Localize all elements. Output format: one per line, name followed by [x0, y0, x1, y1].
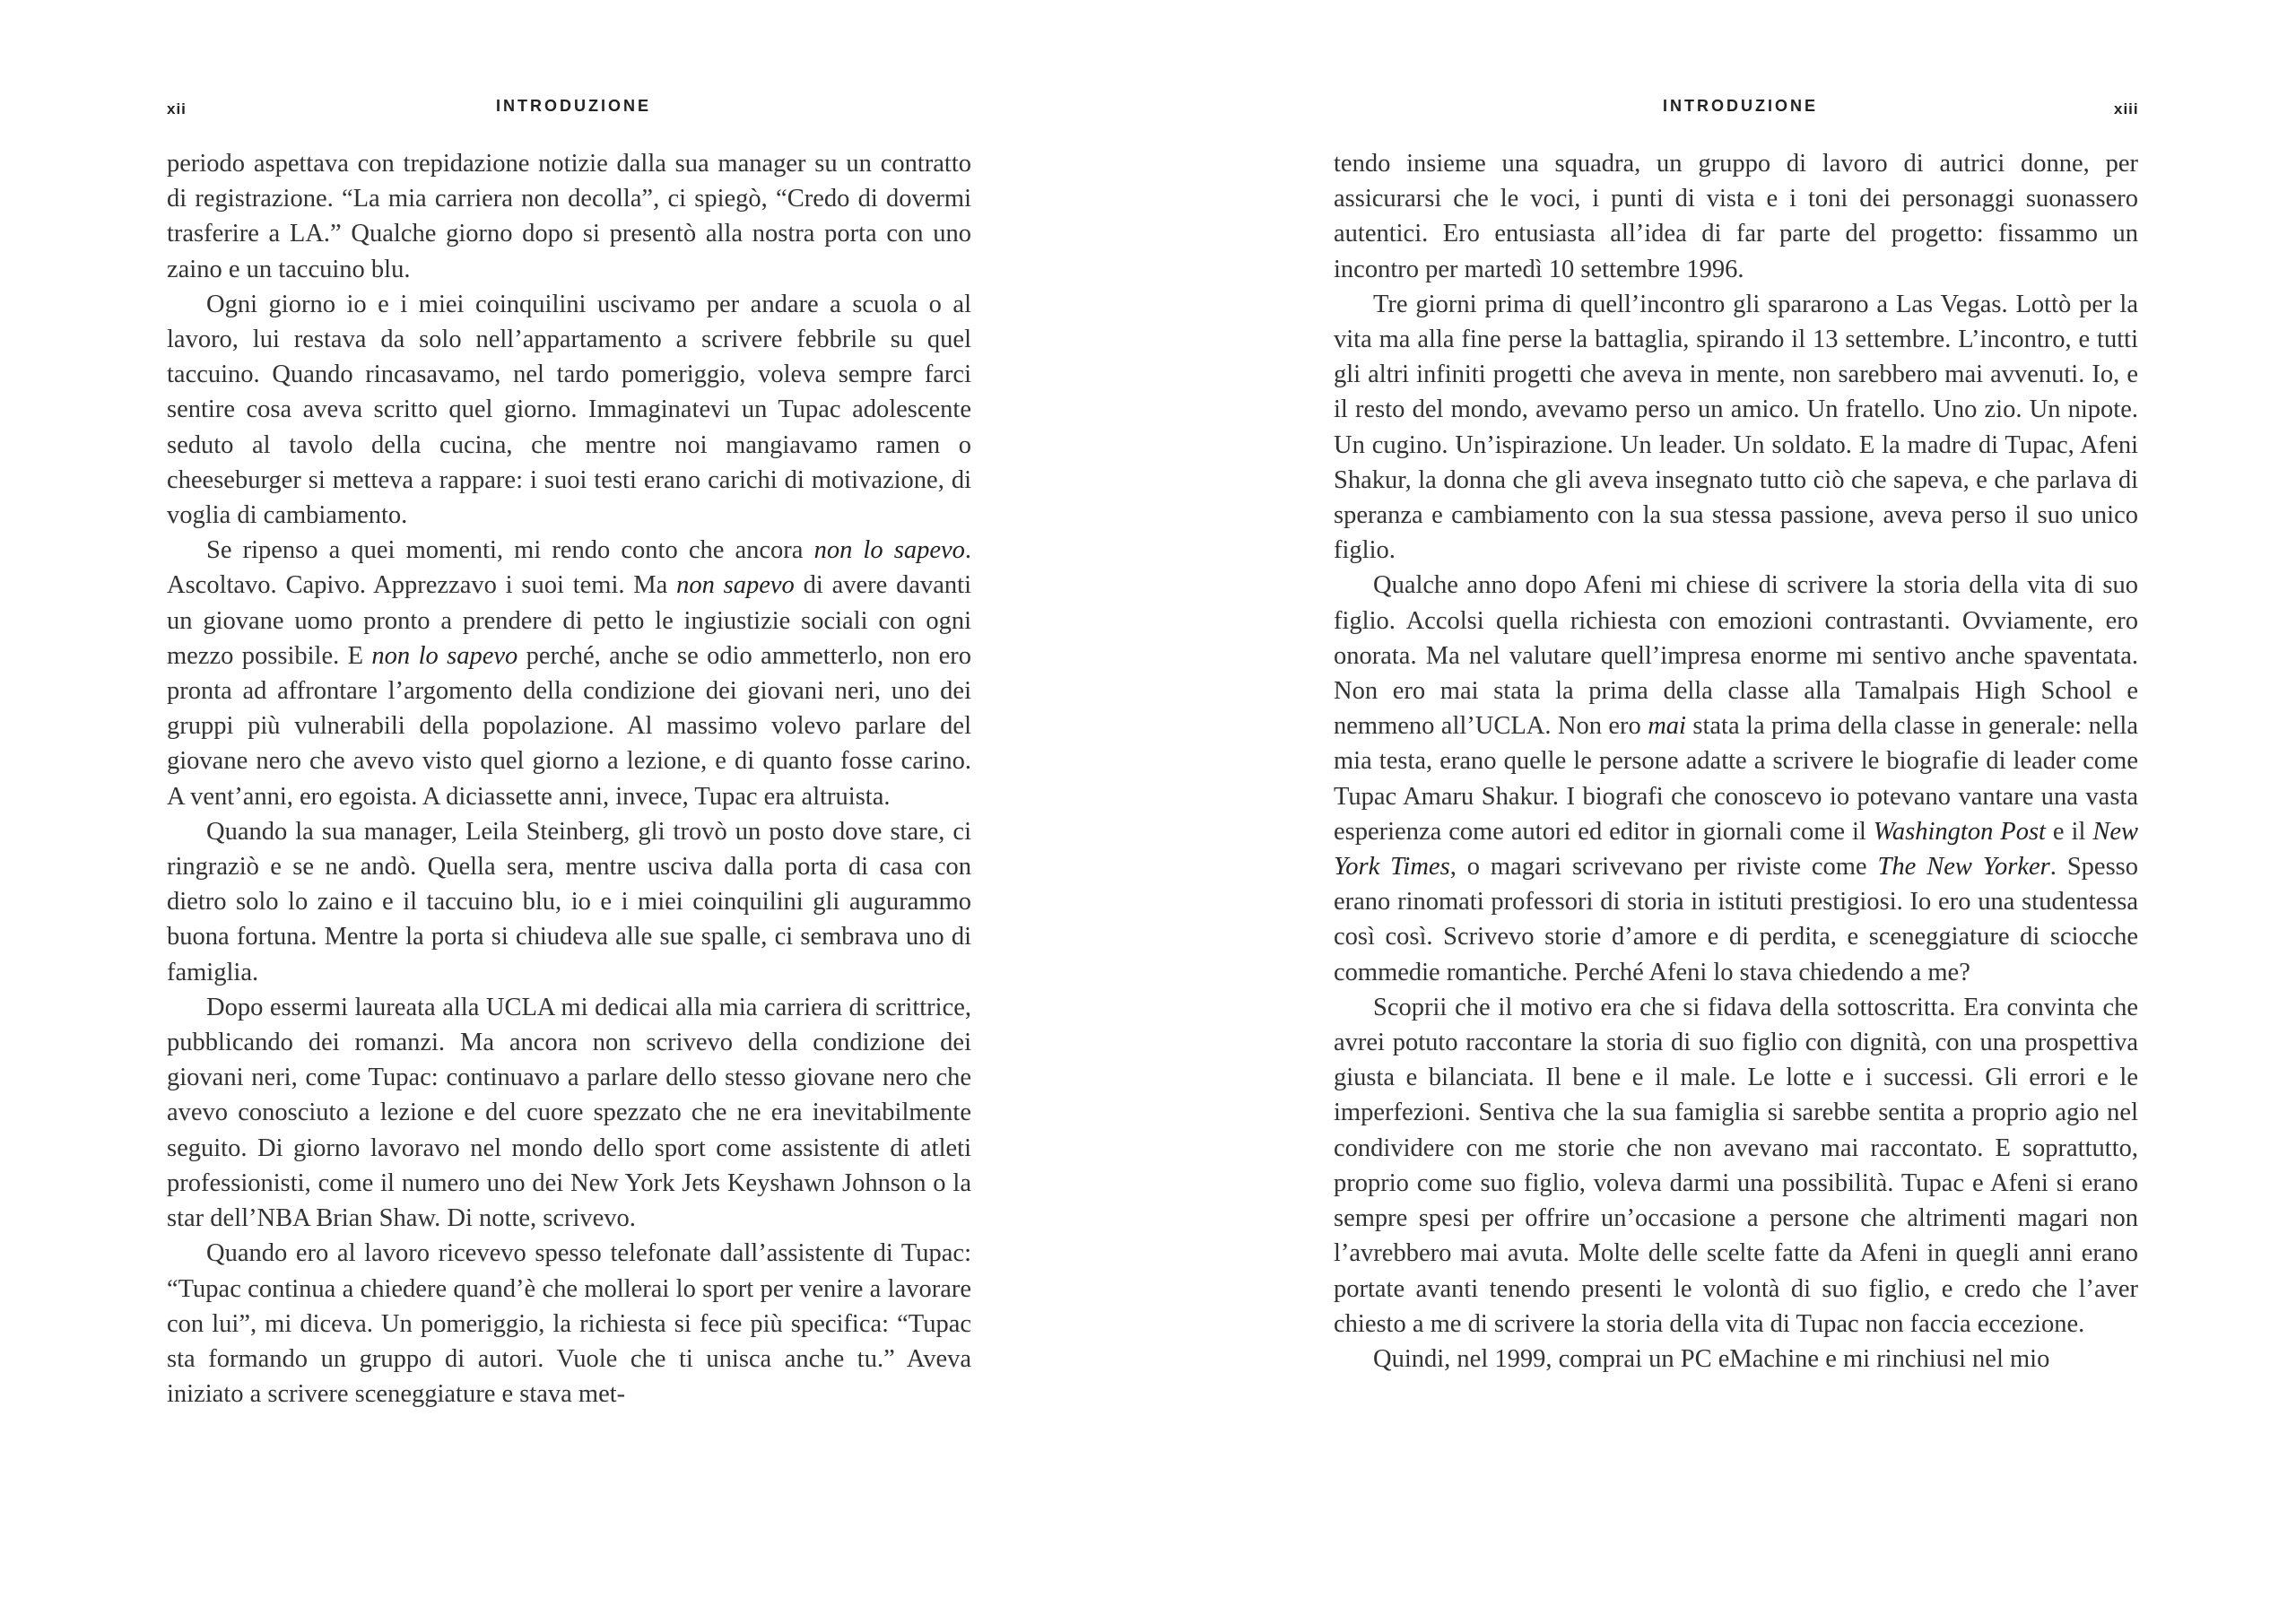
paragraph: Se ripenso a quei momenti, mi rendo conto che ancora non lo sapevo. Ascoltavo. Capivo. Apprezzavo i suoi temi. Ma non sapevo di avere davanti un giovane uomo pronto a prendere di petto le ingiustizie sociali con ogni mezzo possibile. E non lo sapevo perché, anche se odio ammetterlo, non ero pronta ad affrontare l’argomento della condizione dei giovani neri, uno dei gruppi più vulnerabili della popolazione. Al massimo volevo parlare del giovane nero che avevo visto quel giorno a lezione, e di quanto fosse carino. A vent’anni, ero egoista. A diciassette anni, invece, Tupac era altruista.	[167, 536, 972, 811]
italic-title: The New Yorker	[1877, 853, 2050, 882]
italic-title: New York Times	[1334, 817, 2138, 882]
running-head: INTRODUZIONE	[496, 97, 651, 115]
paragraph: periodo aspettava con trepidazione notizie dalla sua manager su un contratto di registrazione. “La mia carriera non decolla”, ci spiegò, “Credo di dovermi trasferire a LA.” Qualche giorno dopo si presentò alla nostra porta con uno zaino e un taccuino blu.	[167, 150, 971, 283]
running-head: INTRODUZIONE	[1663, 97, 1818, 115]
paragraph: tendo insieme una squadra, un gruppo di lavoro di autrici donne, per assicurarsi che le voci, i punti di vista e i toni dei personaggi suonassero autentici. Ero entusiasta all’idea di far parte del progetto: fissammo un incontro per martedì 10 settembre 1996.	[1334, 150, 2138, 283]
paragraph: Tre giorni prima di quell’incontro gli spararono a Las Vegas. Lottò per la vita ma alla fine perse la battaglia, spirando il 13 settembre. L’incontro, e tutti gli altri infiniti progetti che aveva in mente, non sarebbero mai avvenuti. Io, e il resto del mondo, avevamo perso un amico. Un fratello. Uno zio. Un nipote. Un cugino. Un’ispirazione. Un leader. Un soldato. E la madre di Tupac, Afeni Shakur, la donna che gli aveva insegnato tutto ciò che sapeva, e che parlava di speranza e cambiamento con la sua stessa passione, aveva perso il suo unico figlio.	[1334, 290, 2138, 565]
page-number: xii	[167, 100, 187, 117]
page-number: xiii	[2114, 100, 2139, 117]
italic-title: Washington Post	[1873, 817, 2046, 846]
italic-emphasis: non lo sapevo	[371, 641, 518, 670]
italic-emphasis: non sapevo	[676, 571, 795, 600]
italic-emphasis: non lo sapevo	[813, 536, 965, 565]
right-page	[1148, 0, 2296, 1607]
paragraph: Scoprii che il motivo era che si fidava della sottoscritta. Era convinta che avrei potuto raccontare la storia di suo figlio con dignità, con una prospettiva giusta e bilanciata. Il bene e il male. Le lotte e i successi. Gli errori e le imperfezioni. Sentiva che la sua famiglia si sarebbe sentita a proprio agio nel condividere con me storie che non avevano mai raccontato. E soprattutto, proprio come suo figlio, voleva darmi una possibilità. Tupac e Afeni si erano sempre spesi per offrire un’occasione a persone che altrimenti magari non l’avrebbero mai avuta. Molte delle scelte fatte da Afeni in quegli anni erano portate avanti tenendo presenti le volontà di suo figlio, e credo che l’aver chiesto a me di scrivere la storia della vita di Tupac non faccia eccezione.	[1334, 993, 2138, 1338]
paragraph: Quando ero al lavoro ricevevo spesso telefonate dall’assistente di Tupac: “Tupac continua a chiedere quand’è che mollerai lo sport per venire a lavorare con lui”, mi diceva. Un pomeriggio, la richiesta si fece più specifica: “Tupac sta formando un gruppo di autori. Vuole che ti unisca anche tu.” Aveva iniziato a scrivere sceneggiature e stava met-	[167, 1239, 971, 1409]
paragraph: Quindi, nel 1999, comprai un PC eMachine e mi rinchiusi nel mio	[1373, 1344, 2050, 1373]
paragraph: Dopo essermi laureata alla UCLA mi dedicai alla mia carriera di scrittrice, pubblicando dei romanzi. Ma ancora non scrivevo della condizione dei giovani neri, come Tupac: continuavo a parlare dello stesso giovane nero che avevo conosciuto a lezione e del cuore spezzato che ne era inevitabilmente seguito. Di giorno lavoravo nel mondo dello sport come assistente di atleti professionisti, come il numero uno dei New York Jets Keyshawn Johnson o la star dell’NBA Brian Shaw. Di notte, scrivevo.	[167, 993, 971, 1233]
paragraph: Ogni giorno io e i miei coinquilini uscivamo per andare a scuola o al lavoro, lui restava da solo nell’appartamento a scrivere febbrile su quel taccuino. Quando rincasavamo, nel tardo pomeriggio, voleva sempre farci sentire cosa aveva scritto quel giorno. Immaginatevi un Tupac adolescente seduto al tavolo della cucina, che mentre noi mangiavamo ramen o cheeseburger si metteva a rappare: i suoi testi erano carichi di motivazione, di voglia di cambiamento.	[167, 290, 971, 530]
paragraph: Quando la sua manager, Leila Steinberg, gli trovò un posto dove stare, ci ringraziò e se ne andò. Quella sera, mentre usciva dalla porta di casa con dietro solo lo zaino e il taccuino blu, io e i miei coinquilini gli augurammo buona fortuna. Mentre la porta si chiudeva alle sue spalle, ci sembrava uno di famiglia.	[167, 817, 971, 986]
paragraph: Qualche anno dopo Afeni mi chiese di scrivere la storia della vita di suo figlio. Accolsi quella richiesta con emozioni contrastanti. Ovviamente, ero onorata. Ma nel valutare quell’impresa enorme mi sentivo anche spaventata. Non ero mai stata la prima della classe alla Tamalpais High School e nemmeno all’UCLA. Non ero mai stata la prima della classe in generale: nella mia testa, erano quelle le persone adatte a scrivere le biografie di leader come Tupac Amaru Shakur. I biografi che conoscevo io potevano vantare una vasta esperienza come autori ed editor in giornali come il Washington Post e il New York Times, o magari scrivevano per riviste come The New Yorker. Spesso erano rinomati professori di storia in istituti prestigiosi. Io ero una studentessa così così. Scrivevo storie d’amore e di perdita, e sceneggiature di sciocche commedie romantiche. Perché Afeni lo stava chiedendo a me?	[1334, 571, 2139, 986]
body-text	[1334, 146, 2138, 1377]
italic-emphasis: mai	[1648, 712, 1686, 741]
body-text	[167, 146, 971, 1412]
